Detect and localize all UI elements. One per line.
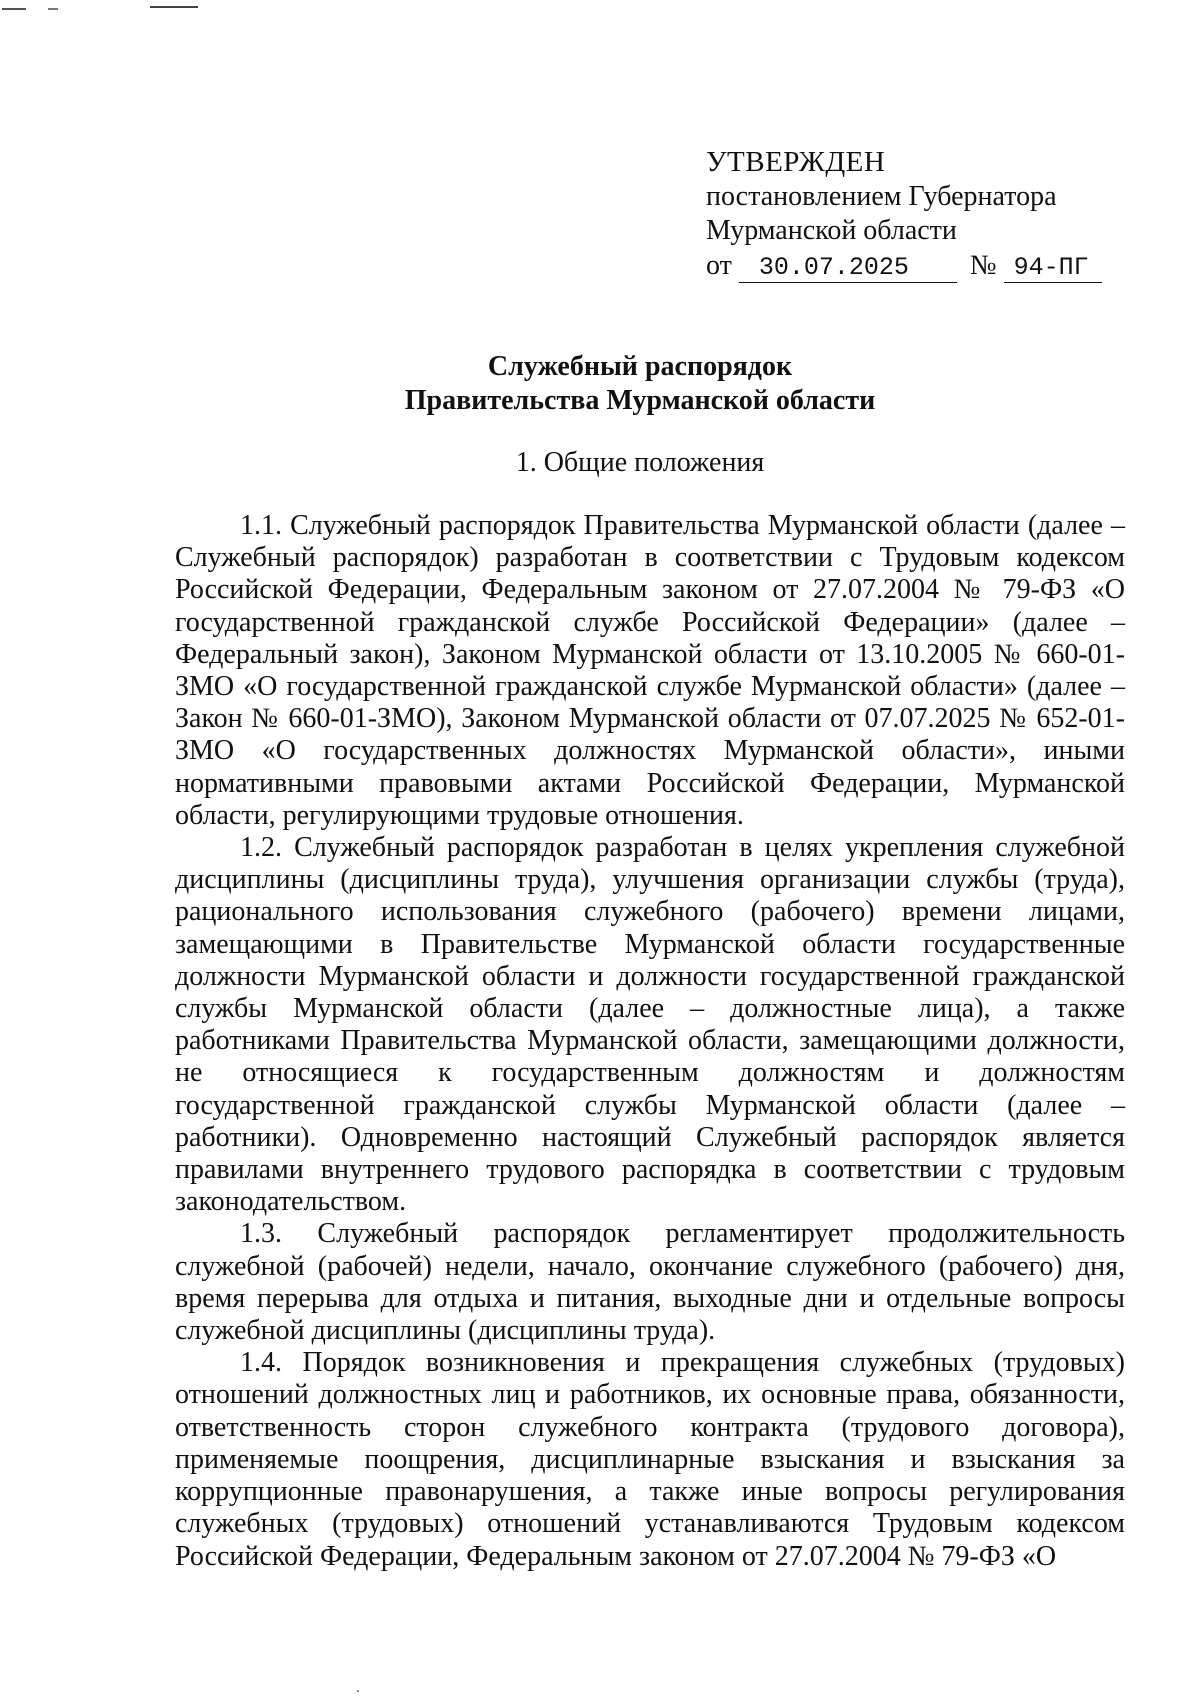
- paragraph-1-4: 1.4. Порядок возникновения и прекращения служебных (трудовых) отношений должностных лиц и работников, их основные права, обязанности, ответственность сторон служебного контракта (трудового договора), применяемые поощрения, дисциплинарные взыскания и взыскания за коррупционные правонарушения, а также иные вопросы регулирования служебных (трудовых) отношений устанавливаются Трудовым кодексом Российской Федерации, Федеральным законом от 27.07.2004 № 79-ФЗ «О: [175, 1347, 1125, 1572]
- number-prefix: №: [969, 249, 997, 281]
- scan-artifact: [48, 8, 58, 10]
- paragraph-1-3: 1.3. Служебный распорядок регламентирует продолжительность служебной (рабочей) недели, начало, окончание служебного (рабочего) дня, время перерыва для отдыха и питания, выходные дни и отдельные вопросы служебной дисциплины (дисциплины труда).: [175, 1218, 1125, 1347]
- approval-line-decree: постановлением Губернатора: [706, 180, 1057, 212]
- decree-number: 94-ПГ: [1004, 254, 1102, 283]
- decree-date: 30.07.2025: [739, 254, 957, 283]
- paragraph-1-1: 1.1. Служебный распорядок Правительства Мурманской области (далее – Служебный распорядок) разработан в соответствии с Трудовым кодексом Российской Федерации, Федеральным законом от 27.07.2004 № 79-ФЗ «О государственной гражданской службе Российской Федерации» (далее – Федеральный закон), Законом Мурманской области от 13.10.2005 № 660-01-ЗМО «О государственной гражданской службе Мурманской области» (далее – Закон № 660-01-ЗМО), Законом Мурманской области от 07.07.2025 № 652-01-ЗМО «О государственных должностях Мурманской области», иными нормативными правовыми актами Российской Федерации, Мурманской области, регулирующими трудовые отношения.: [175, 510, 1125, 831]
- scan-artifact: [2, 8, 26, 10]
- document-body: [175, 510, 1125, 1573]
- scan-artifact: [357, 1690, 359, 1692]
- approval-block: [706, 145, 1102, 283]
- approval-line-region: Мурманской области: [706, 215, 957, 246]
- section-heading: 1. Общие положения: [515, 447, 765, 478]
- document-title: [0, 350, 1200, 418]
- approval-title: УТВЕРЖДЕН: [706, 146, 886, 178]
- paragraph-1-2: 1.2. Служебный распорядок разработан в целях укрепления служебной дисциплины (дисциплины труда), улучшения организации службы (труда), рационального использования служебного (рабочего) времени лицами, замещающими в Правительстве Мурманской области государственные должности Мурманской области и должности государственной гражданской службы Мурманской области (далее – должностные лица), а также работниками Правительства Мурманской области, замещающими должности, не относящиеся к государственным должностям и должностям государственной гражданской службы Мурманской области (далее – работники). Одновременно настоящий Служебный распорядок является правилами внутреннего трудового распорядка в соответствии с трудовым законодательством.: [175, 832, 1125, 1218]
- title-line-2: Правительства Мурманской области: [404, 385, 876, 416]
- date-prefix: от: [706, 249, 732, 281]
- scan-artifact: [150, 6, 198, 8]
- approval-date-line: [706, 249, 1102, 284]
- title-line-1: Служебный распорядок: [487, 351, 793, 382]
